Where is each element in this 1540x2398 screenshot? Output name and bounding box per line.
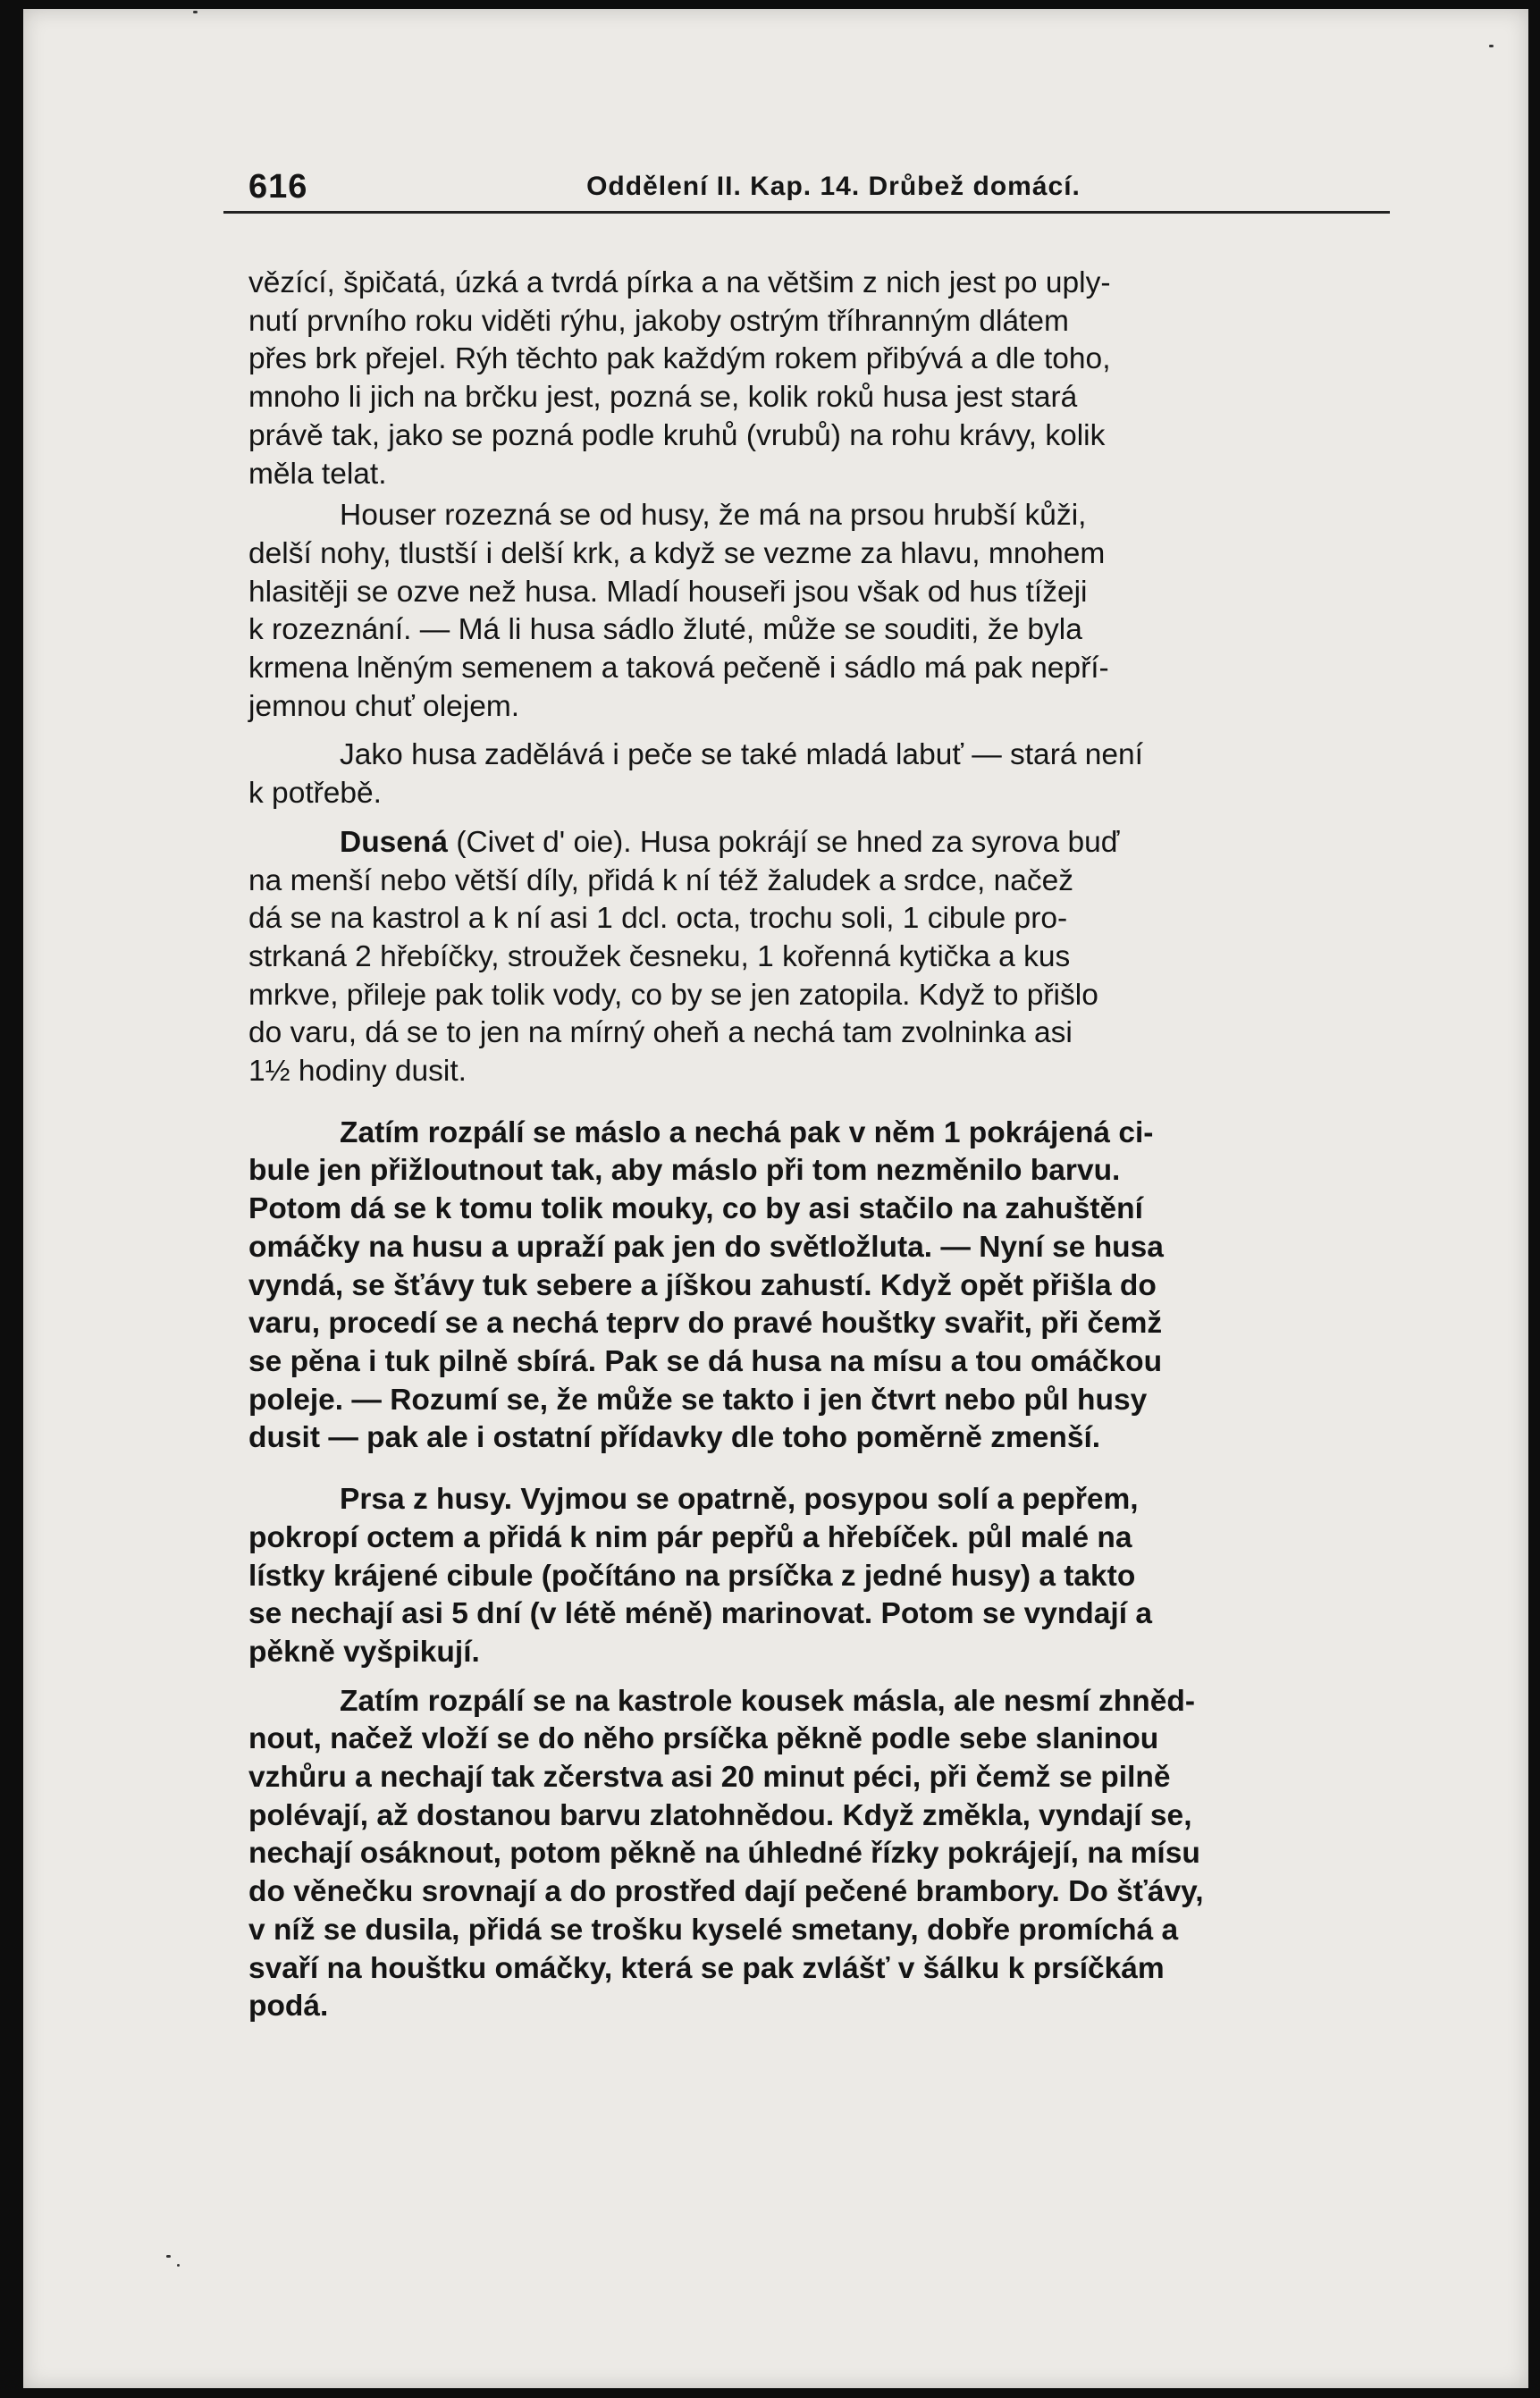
paragraph-gander: Houser rozezná se od husy, že má na prsou hrubší kůži, delší nohy, tlustší i delší krk, a když se vezme za hlavu, mnohem hlasitěji se ozve než husa. Mladí houseři jsou však od hus tížeji k rozeznání. — Má li husa sádlo žluté, může se souditi, že byla krmena lněným semenem a taková pečeně i sádlo má pak nepří- jemnou chuť olejem. [248, 499, 1109, 723]
recipe-prsa-z-husy: Prsa z husy. Vyjmou se opatrně, posypou solí a pepřem, pokropí octem a přidá k nim pár pepřů a hřebíček. půl malé na lístky krájené cibule (počítáno na prsíčka z jedné husy) a takto se nechají asi 5 dní (v létě méně) marinovat. Potom se vyndají a pěkně vyšpikují. [248, 1483, 1152, 1669]
recipe-dusena: Dusená (Civet d' oie). Husa pokrájí se hned za syrova buď na menší nebo větší díly, přidá k ní též žaludek a srdce, načež dá se na kastrol a k ní asi 1 dcl. octa, trochu soli, 1 cibule pro- strkaná 2 hřebíčky, stroužek česneku, 1 kořenná kytička a kus mrkve, přileje pak tolik vody, co by se jen zatopila. Když to přišlo do varu, dá se to jen na mírný oheň a nechá tam zvolninka asi 1½ hodiny dusit. [248, 825, 1120, 1089]
paragraph-sauce: Zatím rozpálí se máslo a nechá pak v něm 1 pokrájená ci- bule jen přižloutnout tak, aby máslo při tom nezměnilo barvu. Potom dá se k tomu tolik mouky, co by asi stačilo na zahuštění omáčky na husu a upraží pak jen do světložluta. — Nyní se husa vyndá, se šťávy tuk sebere a jíškou zahustí. Když opět přišla do varu, procedí se a nechá teprv do pravé houštky svařit, při čemž se pěna i tuk pilně sbírá. Pak se dá husa na mísu a tou omáčkou poleje. — Rozumí se, že může se takto i jen čtvrt nebo půl husy dusit — pak ale i ostatní přídavky dle toho poměrně zmenší. [248, 1115, 1164, 1455]
page-number: 616 [248, 168, 308, 206]
running-header [223, 166, 1390, 214]
print-speck [193, 11, 198, 13]
running-title: Oddělení II. Kap. 14. Drůbež domácí. [586, 172, 1081, 201]
paragraph-swan: Jako husa zadělává i peče se také mladá labuť — stará není k potřebě. [248, 738, 1143, 811]
paragraph-roasting: Zatím rozpálí se na kastrole kousek másla, ale nesmí zhněd- nout, načež vloží se do něho prsíčka pěkně podle sebe slaninou vzhůru a nechají tak zčerstva asi 20 minut péci, při čemž se pilně polévají, až dostanou barvu zlatohnědou. Když změkla, vyndají se, nechají osáknout, potom pěkně na úhledné řízky pokrájejí, na mísu do věnečku srovnají a do prostřed dají pečené brambory. Do šťávy, v níž se dusila, přidá se trošku kyselé smetany, dobře promíchá a svaří na houštku omáčky, která se pak zvlášť v šálku k prsíčkám podá. [248, 1684, 1204, 2024]
paragraph-feather-age: vězící, špičatá, úzká a tvrdá pírka a na většim z nich jest po uply- nutí prvního roku viděti rýhu, jakoby ostrým tříhranným dlátem přes brk přejel. Rýh těchto pak každým rokem přibývá a dle toho, mnoho li jich na brčku jest, pozná se, kolik roků husa jest stará právě tak, jako se pozná podle kruhů (vrubů) na rohu krávy, kolik měla telat. [248, 266, 1111, 491]
print-speck [1489, 45, 1494, 47]
print-speck [166, 2255, 171, 2258]
recipe-heading-dusena: Dusená [340, 825, 449, 859]
page-body-text [248, 265, 1397, 2026]
recipe-heading-prsa: Prsa z husy. [340, 1483, 513, 1517]
print-speck [177, 2264, 180, 2267]
